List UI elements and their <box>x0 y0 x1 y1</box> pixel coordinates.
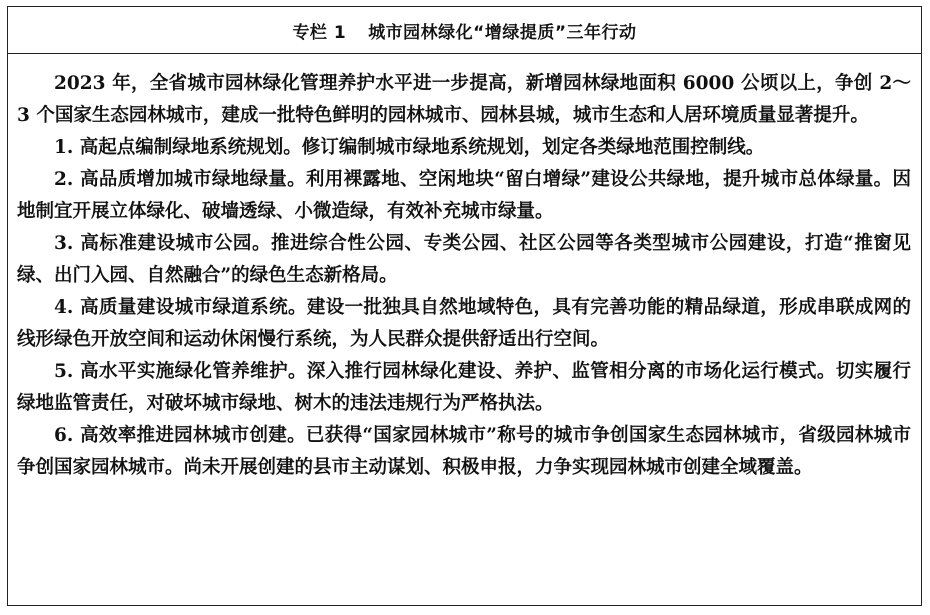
column-label: 专栏 1 <box>292 22 347 43</box>
column-title: 城市园林绿化“增绿提质”三年行动 <box>368 22 637 43</box>
item-paragraph-1: 1. 高起点编制绿地系统规划。修订编制城市绿地系统规划，划定各类绿地范围控制线。 <box>54 137 765 158</box>
column-box <box>7 6 922 606</box>
column-header <box>8 7 921 54</box>
item-paragraph-3: 3. 高标准建设城市公园。推进综合性公园、专类公园、社区公园等各类型城市公园建设，打造“推窗见绿、出门入园、自然融合”的绿色生态新格局。 <box>17 233 911 286</box>
item-paragraph-2: 2. 高品质增加城市绿地绿量。利用裸露地、空闲地块“留白增绿”建设公共绿地，提升城市总体绿量。因地制宜开展立体绿化、破墙透绿、小微造绿，有效补充城市绿量。 <box>17 169 911 222</box>
column-body <box>8 54 921 484</box>
item-paragraph-4: 4. 高质量建设城市绿道系统。建设一批独具自然地域特色，具有完善功能的精品绿道，形成串联成网的线形绿色开放空间和运动休闲慢行系统，为人民群众提供舒适出行空间。 <box>17 297 911 350</box>
intro-paragraph: 2023 年，全省城市园林绿化管理养护水平进一步提高，新增园林绿地面积 6000 公顷以上，争创 2～3 个国家生态园林城市，建成一批特色鲜明的园林城市、园林县城，城市生态和人居环境质量显著提升。 <box>17 73 911 126</box>
item-paragraph-5: 5. 高水平实施绿化管养维护。深入推行园林绿化建设、养护、监管相分离的市场化运行模式。切实履行绿地监管责任，对破坏城市绿地、树木的违法违规行为严格执法。 <box>17 361 911 414</box>
item-paragraph-6: 6. 高效率推进园林城市创建。已获得“国家园林城市”称号的城市争创国家生态园林城市，省级园林城市争创国家园林城市。尚未开展创建的县市主动谋划、积极申报，力争实现园林城市创建全域覆盖。 <box>17 425 911 478</box>
